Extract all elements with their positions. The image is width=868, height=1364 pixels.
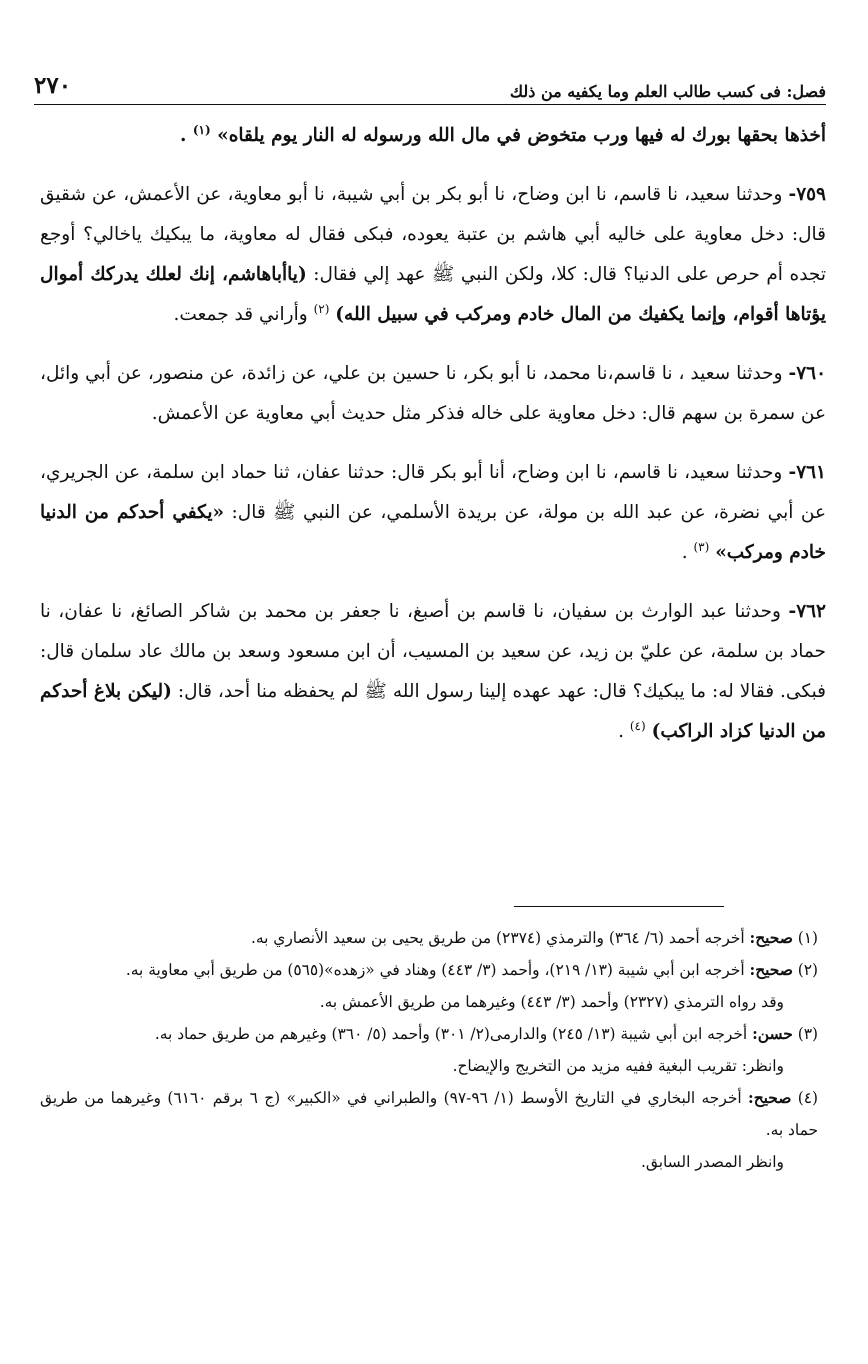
footnote-1 — [40, 922, 818, 954]
footnote-label: (٢) — [797, 961, 818, 979]
running-title: فصل: فى كسب طالب العلم وما يكفيه من ذلك — [509, 82, 826, 101]
footnote-grade: صحيح: — [749, 929, 793, 947]
hadith-number: ٧٦٢- — [788, 601, 826, 622]
footnote-text: أخرجه أحمد (٦/ ٣٦٤) والترمذي (٢٣٧٤) من طريق يحيى بن سعيد الأنصاري به. — [250, 929, 745, 947]
hadith-text: وحدثنا عبد الوارث بن سفيان، نا قاسم بن أصبغ، نا جعفر بن محمد بن شاكر الصائغ، نا عفان، نا حماد بن سلمة، عن عليّ بن زيد، عن سعيد بن المسيب، أن ابن مسعود وسعد بن مالك عاد سلمان قال: فبكى. فقالا له: ما يبكيك؟ قال: عهد عهده إلينا رسول الله ﷺ لم يحفظه منا أحد، قال: — [40, 601, 826, 702]
footnote-grade: حسن: — [752, 1025, 793, 1043]
paragraph-tail: وأراني قد جمعت. — [173, 304, 308, 325]
hadith-760 — [40, 354, 826, 434]
footnote-label: (١) — [797, 929, 818, 947]
hadith-number: ٧٦١- — [788, 462, 826, 483]
footnote-divider — [514, 906, 724, 907]
page-number: ٢٧٠ — [34, 72, 72, 99]
footnote-4-extra: وانظر المصدر السابق. — [640, 1153, 784, 1171]
paragraph-continuation — [40, 116, 826, 156]
hadith-761 — [40, 453, 826, 573]
hadith-text: وحدثنا سعيد ، نا قاسم،نا محمد، نا أبو بكر، نا حسين بن علي، عن زائدة، عن منصور، عن أبي وائل، عن سمرة بن سهم قال: دخل معاوية على خاله فذكر مثل حديث أبي معاوية عن الأعمش. — [40, 363, 826, 424]
footnote-ref[interactable]: (٣) — [693, 540, 710, 554]
hadith-762 — [40, 592, 826, 752]
footnote-label: (٣) — [797, 1025, 818, 1043]
footnote-label: (٤) — [797, 1089, 818, 1107]
hadith-759 — [40, 175, 826, 335]
footnote-grade: صحيح: — [749, 961, 793, 979]
hadith-text: وحدثنا سعيد، نا قاسم، نا ابن وضاح، نا أبو بكر بن أبي شيبة، نا أبو معاوية، عن الأعمش، عن شقيق قال: دخل معاوية على خاليه أبي هاشم بن عتبة يعوده، فبكى فقال له معاوية، ما يبكيك ياخالي؟ أوجع تجده أم حرص على الدنيا؟ قال: كلا، ولكن النبي ﷺ عهد إلي فقال: — [40, 184, 826, 285]
footnote-3-extra: وانظر: تقريب البغية ففيه مزيد من التخريج والإيضاح. — [452, 1057, 784, 1075]
footnote-2 — [40, 954, 818, 986]
hadith-text: أخذها بحقها بورك له فيها ورب متخوض في مال الله ورسوله له النار يوم يلقاه» — [217, 125, 826, 146]
hadith-number: ٧٦٠- — [788, 363, 827, 384]
footnote-ref[interactable]: (١) — [192, 123, 211, 137]
footnote-2-extra: وقد رواه الترمذي (٢٣٢٧) وأحمد (٣/ ٤٤٣) وغيرهما من طريق الأعمش به. — [319, 993, 784, 1011]
footnote-ref[interactable]: (٤) — [629, 719, 646, 733]
hadith-number: ٧٥٩- — [788, 184, 826, 205]
hadith-text: وحدثنا سعيد، نا قاسم، نا ابن وضاح، أنا أبو بكر قال: حدثنا عفان، ثنا حماد ابن سلمة، عن الجريري، عن أبي نضرة، عن عبد الله بن مولة، عن بريدة الأسلمي، عن النبي ﷺ قال: — [40, 462, 826, 523]
footnote-4 — [40, 1082, 818, 1146]
footnote-text: أخرجه ابن أبي شيبة (١٣/ ٢٤٥) والدارمى(٢/ ٣٠١) وأحمد (٥/ ٣٦٠) وغيرهم من طريق حماد به. — [154, 1025, 748, 1043]
footnote-text: أخرجه ابن أبي شيبة (١٣/ ٢١٩)، وأحمد (٣/ ٤٤٣) وهناد في «زهده»(٥٦٥) من طريق أبي معاوية به. — [125, 961, 745, 979]
hadith-quote: «يكفي أحدكم من الدنيا خادم ومركب» — [40, 502, 826, 563]
footnote-grade: صحيح: — [748, 1089, 792, 1107]
footnote-3 — [40, 1018, 818, 1050]
footnotes — [40, 922, 818, 1178]
hadith-quote: (ليكن بلاغ أحدكم من الدنيا كزاد الراكب) — [40, 681, 826, 742]
paragraph-tail: . — [179, 125, 187, 146]
footnote-text: أخرجه البخاري في التاريخ الأوسط (١/ ٩٦-٩٧) والطبراني في «الكبير» (ج ٦ برقم ٦١٦٠) وغيرهما من طريق حماد به. — [40, 1089, 818, 1139]
paragraph-tail: . — [618, 721, 624, 742]
paragraph-tail: . — [681, 542, 688, 563]
hadith-quote: (ياأباهاشم، إنك لعلك يدركك أموال يؤتاها أقوام، وإنما يكفيك من المال خادم ومركب في سبيل الله) — [40, 264, 826, 325]
main-text — [40, 116, 826, 752]
page-header — [34, 60, 826, 105]
footnote-ref[interactable]: (٢) — [313, 302, 330, 316]
